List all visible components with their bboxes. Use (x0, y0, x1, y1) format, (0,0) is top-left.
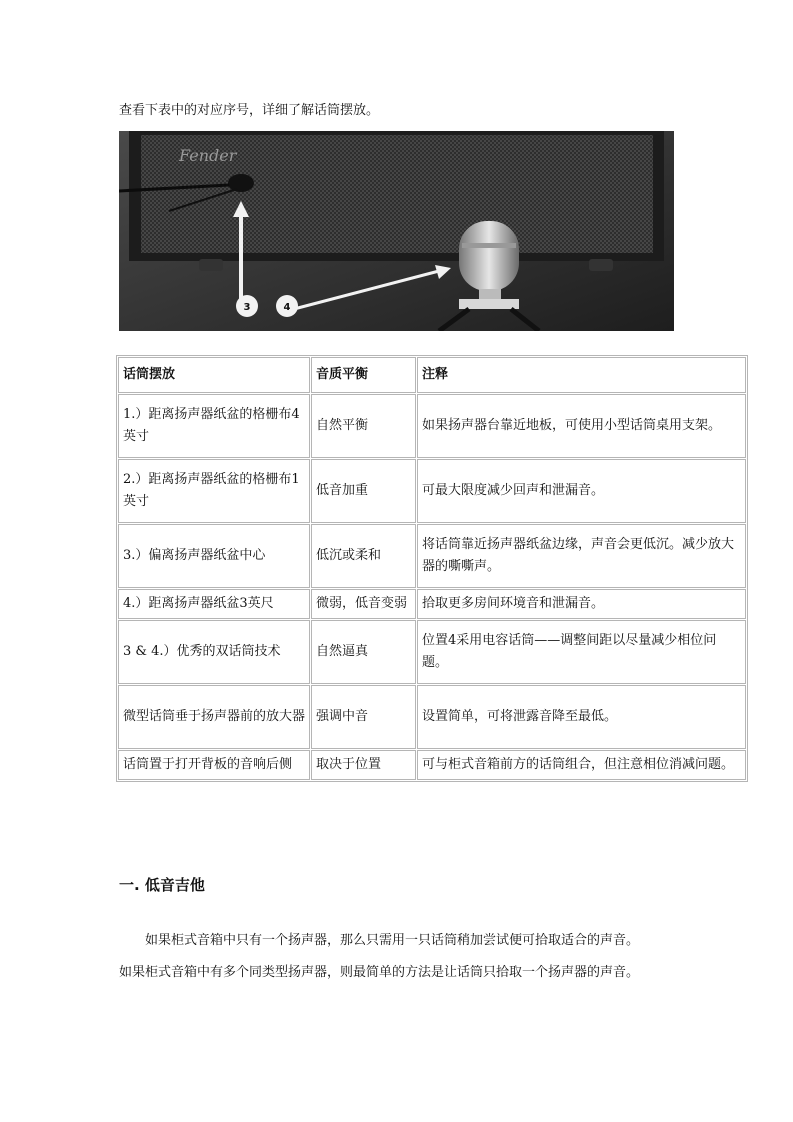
table-cell: 2.）距离扬声器纸盆的格栅布1英寸 (118, 459, 310, 523)
table-row (118, 750, 746, 780)
table-cell: 拾取更多房间环境音和泄漏音。 (417, 589, 746, 619)
table-header-row (118, 357, 746, 393)
table-cell: 3.）偏离扬声器纸盆中心 (118, 524, 310, 588)
body-paragraph (119, 925, 689, 989)
table-cell: 4.）距离扬声器纸盆3英尺 (118, 589, 310, 619)
table-row (118, 394, 746, 458)
table-cell: 自然逼真 (311, 620, 416, 684)
table-cell: 自然平衡 (311, 394, 416, 458)
table-cell: 设置简单，可将泄露音降至最低。 (417, 685, 746, 749)
amplifier-microphone-photo (119, 131, 674, 331)
section-title: 一. 低音吉他 (119, 876, 205, 894)
table-cell: 取决于位置 (311, 750, 416, 780)
table-cell: 3 & 4.）优秀的双话筒技术 (118, 620, 310, 684)
table-cell: 微弱，低音变弱 (311, 589, 416, 619)
photo-label-4: 4 (283, 302, 291, 313)
table-cell: 可最大限度减少回声和泄漏音。 (417, 459, 746, 523)
column-header: 话筒摆放 (118, 357, 310, 393)
table-row (118, 459, 746, 523)
table-cell: 低沉或柔和 (311, 524, 416, 588)
table-cell: 如果扬声器台靠近地板，可使用小型话筒桌用支架。 (417, 394, 746, 458)
table-cell: 1.）距离扬声器纸盆的格栅布4英寸 (118, 394, 310, 458)
intro-text: 查看下表中的对应序号，详细了解话筒摆放。 (119, 103, 380, 118)
table-cell: 强调中音 (311, 685, 416, 749)
table-cell: 微型话筒垂于扬声器前的放大器 (118, 685, 310, 749)
table-cell: 可与柜式音箱前方的话筒组合，但注意相位消减问题。 (417, 750, 746, 780)
mic-placement-table (116, 355, 748, 782)
svg-text:Fender: Fender (179, 146, 237, 165)
table-row (118, 589, 746, 619)
paragraph-line: 如果柜式音箱中有多个同类型扬声器，则最简单的方法是让话筒只拾取一个扬声器的声音。 (119, 965, 640, 980)
paragraph-line: 如果柜式音箱中只有一个扬声器，那么只需用一只话筒稍加尝试便可拾取适合的声音。 (145, 933, 640, 948)
table-cell: 位置4采用电容话筒——调整间距以尽量减少相位问题。 (417, 620, 746, 684)
table-row (118, 524, 746, 588)
table-row (118, 620, 746, 684)
table-cell: 将话筒靠近扬声器纸盆边缘，声音会更低沉。减少放大器的嘶嘶声。 (417, 524, 746, 588)
column-header: 音质平衡 (311, 357, 416, 393)
table-cell: 话筒置于打开背板的音响后侧 (118, 750, 310, 780)
table-cell: 低音加重 (311, 459, 416, 523)
table-row (118, 685, 746, 749)
photo-label-3: 3 (243, 302, 251, 313)
column-header: 注释 (417, 357, 746, 393)
